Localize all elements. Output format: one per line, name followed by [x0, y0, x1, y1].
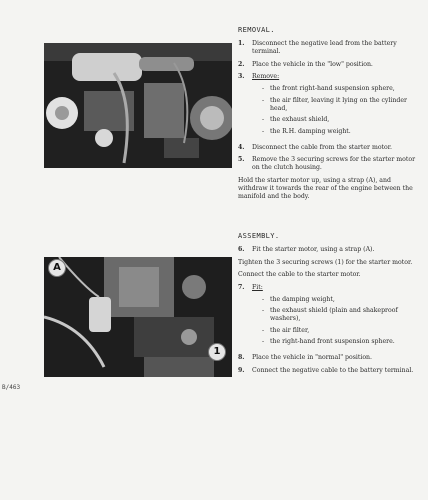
marker-1: 1: [208, 343, 226, 361]
step-number: 6.: [238, 246, 245, 253]
step-7: [238, 284, 416, 350]
list-item: - the air filter,: [262, 327, 416, 335]
step-text: Connect the negative cable to the battery terminal.: [252, 366, 414, 374]
step-number: 8.: [238, 354, 245, 361]
step-text: Fit the starter motor, using a strap (A).: [252, 246, 375, 253]
assembly-paragraph-1: Tighten the 3 securing screws (1) for the starter motor.: [238, 258, 413, 266]
step-number: 9.: [238, 366, 245, 374]
step-1: [238, 40, 416, 56]
starter-motor-photo: [44, 257, 232, 377]
step-text: Fit:: [252, 283, 263, 291]
step-6: [238, 246, 416, 254]
step-text: Disconnect the cable from the starter motor.: [252, 143, 393, 151]
engine-bay-photo: [44, 43, 232, 168]
step-text: Place the vehicle in the "low" position.: [252, 60, 373, 68]
removal-section: [238, 26, 416, 205]
step-9: [238, 367, 416, 375]
list-item: - the air filter, leaving it lying on the cylinder head,: [262, 97, 416, 113]
step-8: [238, 354, 416, 362]
step-5: [238, 156, 416, 172]
removal-paragraph: Hold the starter motor up, using a strap (A), and withdraw it towards the rear of the engine between the manifold and the body.: [238, 176, 413, 200]
remove-list: [252, 85, 416, 136]
assembly-section: [238, 232, 416, 379]
step-text: Place the vehicle in "normal" position.: [252, 354, 372, 361]
fit-list: [252, 296, 416, 347]
list-item: - the R.H. damping weight.: [262, 128, 416, 136]
step-number: 5.: [238, 156, 245, 163]
step-3: [238, 73, 416, 139]
list-item: - the right-hand front suspension sphere.: [262, 338, 416, 346]
removal-title: REMOVAL.: [238, 26, 275, 34]
step-text: Remove:: [252, 73, 280, 80]
marker-a: A: [48, 259, 66, 277]
step-number: 4.: [238, 143, 245, 151]
list-item: - the exhaust shield (plain and shakeproof washers),: [262, 307, 416, 323]
assembly-paragraph-2: Connect the cable to the starter motor.: [238, 271, 361, 278]
assembly-title: ASSEMBLY.: [238, 232, 280, 240]
step-number: 2.: [238, 60, 245, 68]
step-2: [238, 61, 416, 69]
list-item: - the damping weight,: [262, 296, 416, 304]
list-item: - the exhaust shield,: [262, 116, 416, 124]
step-number: 7.: [238, 283, 245, 291]
step-text: Remove the 3 securing screws for the starter motor on the clutch housing.: [252, 156, 416, 171]
step-number: 3.: [238, 73, 245, 80]
step-text: Disconnect the negative lead from the battery terminal.: [252, 40, 397, 55]
step-number: 1.: [238, 40, 245, 47]
list-item: - the front right-hand suspension sphere,: [262, 85, 416, 93]
step-4: [238, 144, 416, 152]
page-reference: B/463: [2, 384, 21, 391]
